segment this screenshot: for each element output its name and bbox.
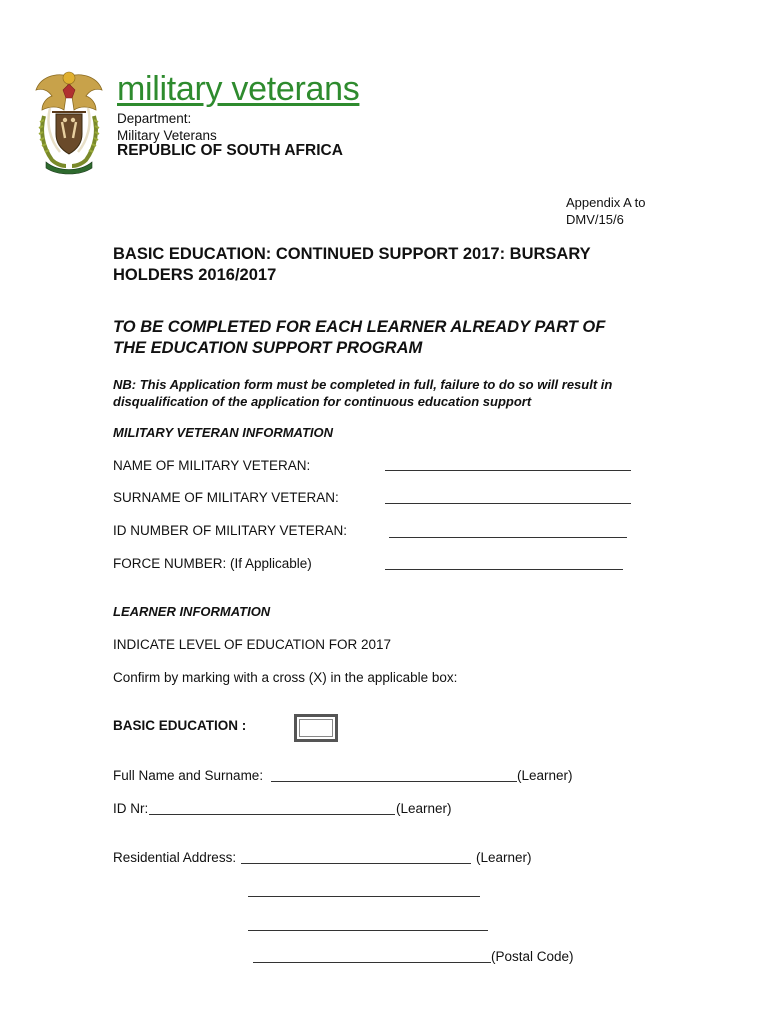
department-block xyxy=(117,110,217,144)
notice-text xyxy=(113,376,693,410)
residential-address-label: Residential Address: xyxy=(113,850,237,865)
department-label: Department: xyxy=(117,111,192,126)
learner-suffix: (Learner) xyxy=(517,768,573,783)
education-level-prompt: INDICATE LEVEL OF EDUCATION FOR 2017 xyxy=(113,637,392,652)
subtitle-line-2: THE EDUCATION SUPPORT PROGRAM xyxy=(113,339,423,357)
department-name: Military Veterans xyxy=(117,128,217,143)
learner-section-heading: LEARNER INFORMATION xyxy=(113,604,271,619)
force-number-field[interactable] xyxy=(385,569,623,570)
subtitle-line-1: TO BE COMPLETED FOR EACH LEARNER ALREADY PART OF xyxy=(113,318,606,336)
brand-title: military veterans xyxy=(117,70,360,108)
learner-suffix: (Learner) xyxy=(396,801,452,816)
veteran-surname-label: SURNAME OF MILITARY VETERAN: xyxy=(113,490,339,505)
learner-full-name-field[interactable] xyxy=(271,781,517,782)
veteran-name-label: NAME OF MILITARY VETERAN: xyxy=(113,458,311,473)
title-line-1: BASIC EDUCATION: CONTINUED SUPPORT 2017: BURSARY xyxy=(113,245,591,263)
veteran-section-heading: MILITARY VETERAN INFORMATION xyxy=(113,425,334,440)
veteran-id-label: ID NUMBER OF MILITARY VETERAN: xyxy=(113,523,348,538)
address-line-2-field[interactable] xyxy=(248,896,480,897)
force-number-label: FORCE NUMBER: (If Applicable) xyxy=(113,556,312,571)
veteran-name-field[interactable] xyxy=(385,470,631,471)
country-name: REPUBLIC OF SOUTH AFRICA xyxy=(117,142,343,159)
notice-line-2: disqualification of the application for continuous education support xyxy=(113,394,532,409)
document-subtitle xyxy=(113,317,693,359)
learner-full-name-label: Full Name and Surname: xyxy=(113,768,264,783)
veteran-surname-field[interactable] xyxy=(385,503,631,504)
title-line-2: HOLDERS 2016/2017 xyxy=(113,266,277,284)
learner-id-label: ID Nr: xyxy=(113,801,149,816)
learner-id-field[interactable] xyxy=(149,814,395,815)
address-line-3-field[interactable] xyxy=(248,930,488,931)
learner-suffix: (Learner) xyxy=(476,850,532,865)
coat-of-arms-logo xyxy=(32,68,106,176)
postal-code-field[interactable] xyxy=(253,962,491,963)
address-line-1-field[interactable] xyxy=(241,863,471,864)
veteran-id-field[interactable] xyxy=(389,537,627,538)
document-title xyxy=(113,244,673,286)
appendix-line: Appendix A to xyxy=(566,195,646,210)
confirm-instruction: Confirm by marking with a cross (X) in the applicable box: xyxy=(113,670,458,685)
basic-education-label: BASIC EDUCATION : xyxy=(113,718,247,733)
notice-line-1: NB: This Application form must be completed in full, failure to do so will result in xyxy=(113,377,613,392)
basic-education-checkbox[interactable] xyxy=(294,714,338,742)
reference-number: DMV/15/6 xyxy=(566,212,624,227)
appendix-reference xyxy=(566,194,646,228)
postal-code-suffix: (Postal Code) xyxy=(491,949,574,964)
